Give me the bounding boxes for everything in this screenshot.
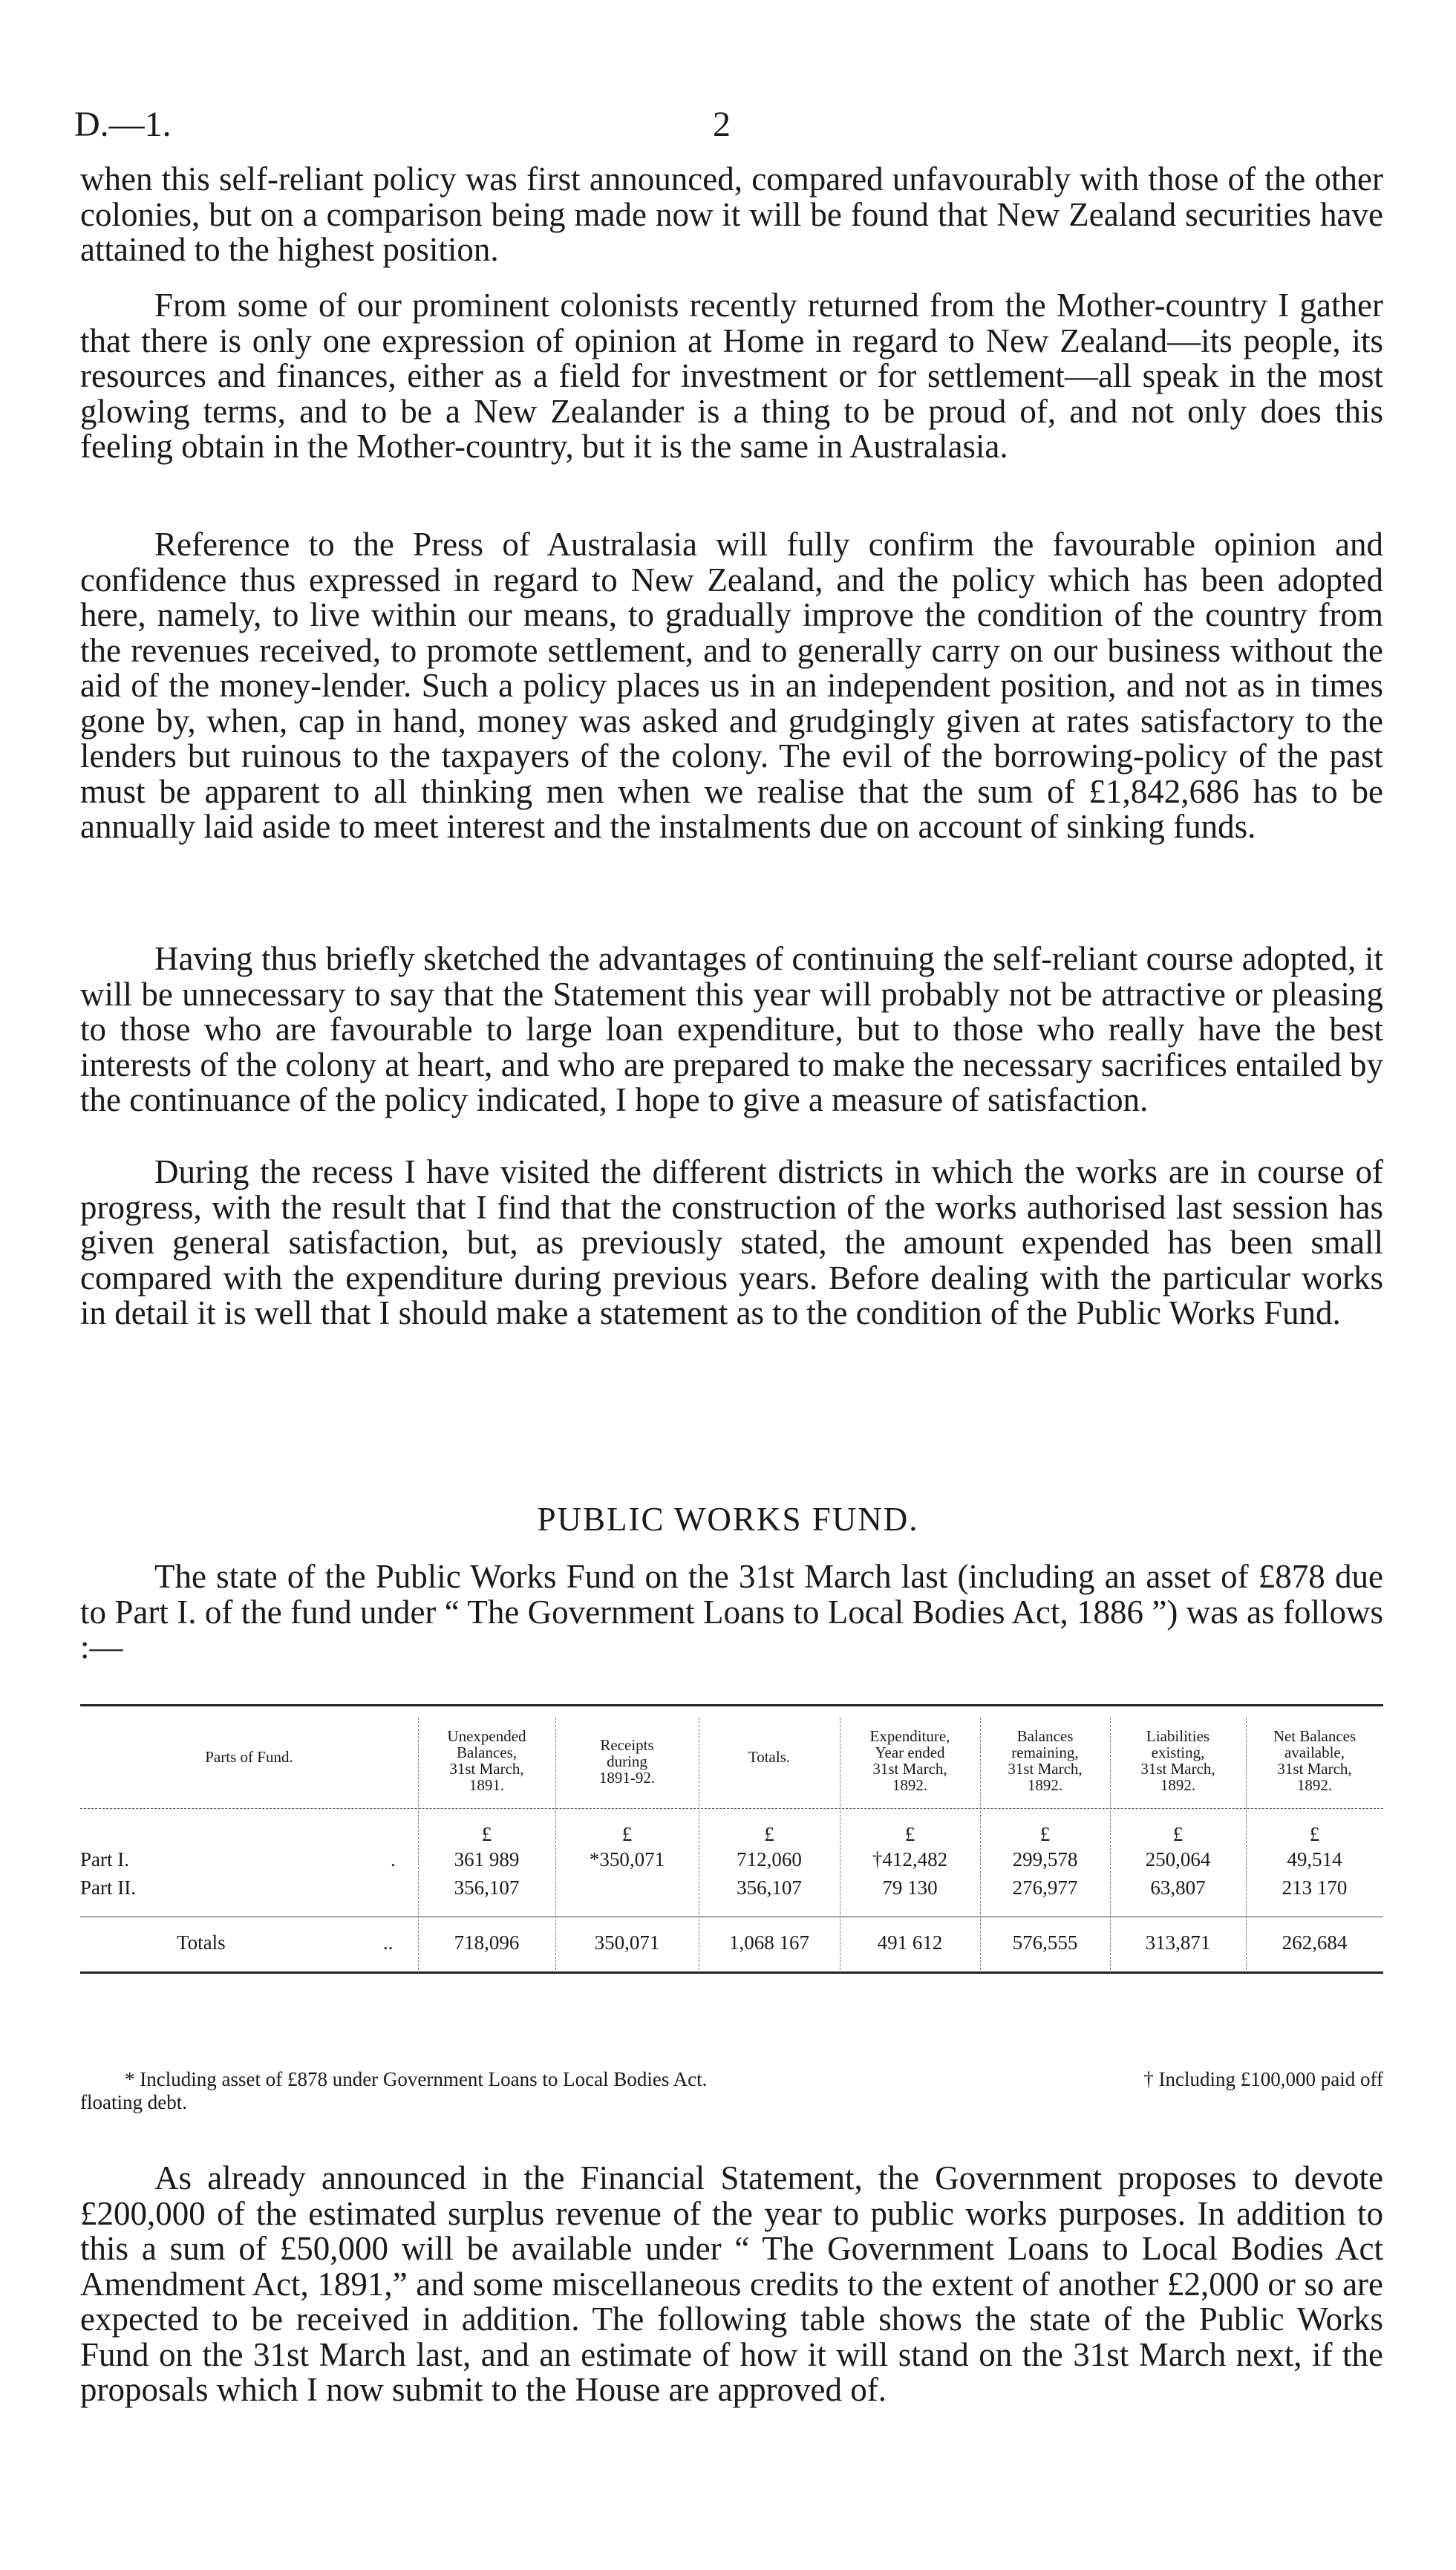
paragraph-continuation: when this self-reliant policy was first announced, compared unfavourably with those of the other colonies, but on a comparison being made now it will be found that New Zealand securities have attained to the highest position. — [80, 160, 1383, 268]
header-receipts: Receipts during 1891-92. — [598, 1736, 656, 1787]
table-cell: 63,807 — [1150, 1876, 1206, 1899]
table-cell: 250,064 — [1145, 1848, 1211, 1871]
header-balances: Balances remaining, 31st March, 1892. — [1008, 1727, 1083, 1794]
currency-symbol: £ — [1039, 1823, 1051, 1845]
table-cell: 49,514 — [1287, 1848, 1342, 1871]
currency-symbol: £ — [1172, 1823, 1184, 1845]
header-liabilities: Liabilities existing, 31st March, 1892. — [1140, 1727, 1215, 1794]
table-bottom-rule — [80, 1971, 1383, 1974]
row-label-part-2: Part II. — [80, 1876, 136, 1899]
table-cell: 576,555 — [1012, 1931, 1078, 1954]
currency-symbol: £ — [481, 1823, 492, 1845]
paragraph-fund-state: The state of the Public Works Fund on the 31st March last (including an asset of £878 due to Part I. of the fund under “ The Government Loans to Local Bodies Act, 1886 ”) was as follows :— — [80, 1558, 1383, 1666]
leader-dots: .. — [383, 1931, 394, 1954]
row-label-totals: Totals — [177, 1931, 226, 1954]
page-number: 2 — [713, 105, 731, 144]
table-header-rule — [80, 1808, 1383, 1809]
table-cell: †412,482 — [872, 1848, 948, 1871]
section-title: PUBLIC WORKS FUND. — [537, 1501, 919, 1538]
table-cell: 276,977 — [1012, 1876, 1078, 1899]
table-cell: 313,871 — [1145, 1931, 1211, 1954]
paragraph-recess: During the recess I have visited the different districts in which the works are in course of progress, with the result that I find that the construction of the works authorised last session has given general satisfaction, but, as previously stated, the amount expended has been small compared with the expenditure during previous years. Before dealing with the particular works in detail it is well that I should make a statement as to the condition of the Public Works Fund. — [80, 1153, 1383, 1331]
public-works-fund-table — [80, 1704, 1383, 1979]
table-cell: 262,684 — [1282, 1931, 1348, 1954]
table-cell: 361 989 — [454, 1848, 520, 1871]
paragraph-financial-statement: As already announced in the Financial Statement, the Government proposes to devote £200,000 of the estimated surplus revenue of the year to public works purposes. In addition to this a sum of £50,000 will be available under “ The Government Loans to Local Bodies Act Amendment Act, 1891,” and some miscellaneous credits to the extent of another £2,000 or so are expected to be received in addition. The following table shows the state of the Public Works Fund on the 31st March last, and an estimate of how it will stand on the 31st March next, if the proposals which I now submit to the House are approved of. — [80, 2159, 1383, 2408]
currency-symbol: £ — [1309, 1823, 1320, 1845]
footnote-continuation: floating debt. — [80, 2091, 187, 2113]
table-footnote — [80, 2068, 1383, 2114]
header-parts-of-fund: Parts of Fund. — [205, 1748, 293, 1766]
table-cell: 299,578 — [1012, 1848, 1078, 1871]
currency-symbol: £ — [621, 1823, 633, 1845]
table-cell: 356,107 — [737, 1876, 802, 1899]
table-cell: 356,107 — [454, 1876, 520, 1899]
paragraph-mother-country: From some of our prominent colonists recently returned from the Mother-country I gather that there is only one expression of opinion at Home in regard to New Zealand—its people, its resources and finances, either as a field for investment or for settlement—all speak in the most glowing terms, and to be a New Zealander is a thing to be proud of, and not only does this feeling obtain in the Mother-country, but it is the same in Australasia. — [80, 287, 1383, 465]
leader-dot: . — [391, 1848, 396, 1871]
table-cell: 213 170 — [1282, 1876, 1348, 1899]
document-reference: D.—1. — [74, 105, 172, 144]
currency-symbol: £ — [764, 1823, 774, 1845]
header-expenditure: Expenditure, Year ended 31st March, 1892. — [869, 1727, 950, 1794]
header-net-balances: Net Balances available, 31st March, 1892. — [1273, 1727, 1357, 1794]
paragraph-self-reliant: Having thus briefly sketched the advantages of continuing the self-reliant course adopted, it will be unnecessary to say that the Statement this year will probably not be attractive or pleasing to those who are favourable to large loan expenditure, but to those who really have the best interests of the colony at heart, and who are prepared to make the necessary sacrifices entailed by the continuance of the policy indicated, I hope to give a measure of satisfaction. — [80, 940, 1383, 1118]
footnote-dagger: † Including £100,000 paid off — [1143, 2068, 1383, 2090]
table-cell: 350,071 — [594, 1931, 660, 1954]
table-cell: 718,096 — [454, 1931, 520, 1954]
footnote-asterisk: * Including asset of £878 under Government Loans to Local Bodies Act. — [125, 2068, 708, 2090]
header-unexpended: Unexpended Balances, 31st March, 1891. — [447, 1727, 526, 1794]
header-totals: Totals. — [748, 1748, 791, 1766]
table-cell: 1,068 167 — [729, 1931, 809, 1954]
table-cell: 712,060 — [737, 1848, 802, 1871]
row-label-part-1: Part I. — [80, 1848, 129, 1871]
table-cell: *350,071 — [589, 1848, 665, 1871]
table-top-rule — [80, 1704, 1383, 1706]
currency-symbol: £ — [904, 1823, 915, 1845]
table-cell: 79 130 — [882, 1876, 938, 1899]
table-cell: 491 612 — [877, 1931, 943, 1954]
paragraph-press: Reference to the Press of Australasia will fully confirm the favourable opinion and confidence thus expressed in regard to New Zealand, and the policy which has been adopted here, namely, to live within our means, to gradually improve the condition of the country from the revenues received, to promote settlement, and to generally carry on our business without the aid of the money-lender. Such a policy places us in an independent position, and not as in times gone by, when, cap in hand, money was asked and grudgingly given at rates satisfactory to the lenders but ruinous to the taxpayers of the colony. The evil of the borrowing-policy of the past must be apparent to all thinking men when we realise that the sum of £1,842,686 has to be annually laid aside to meet interest and the instalments due on account of sinking funds. — [80, 526, 1383, 845]
